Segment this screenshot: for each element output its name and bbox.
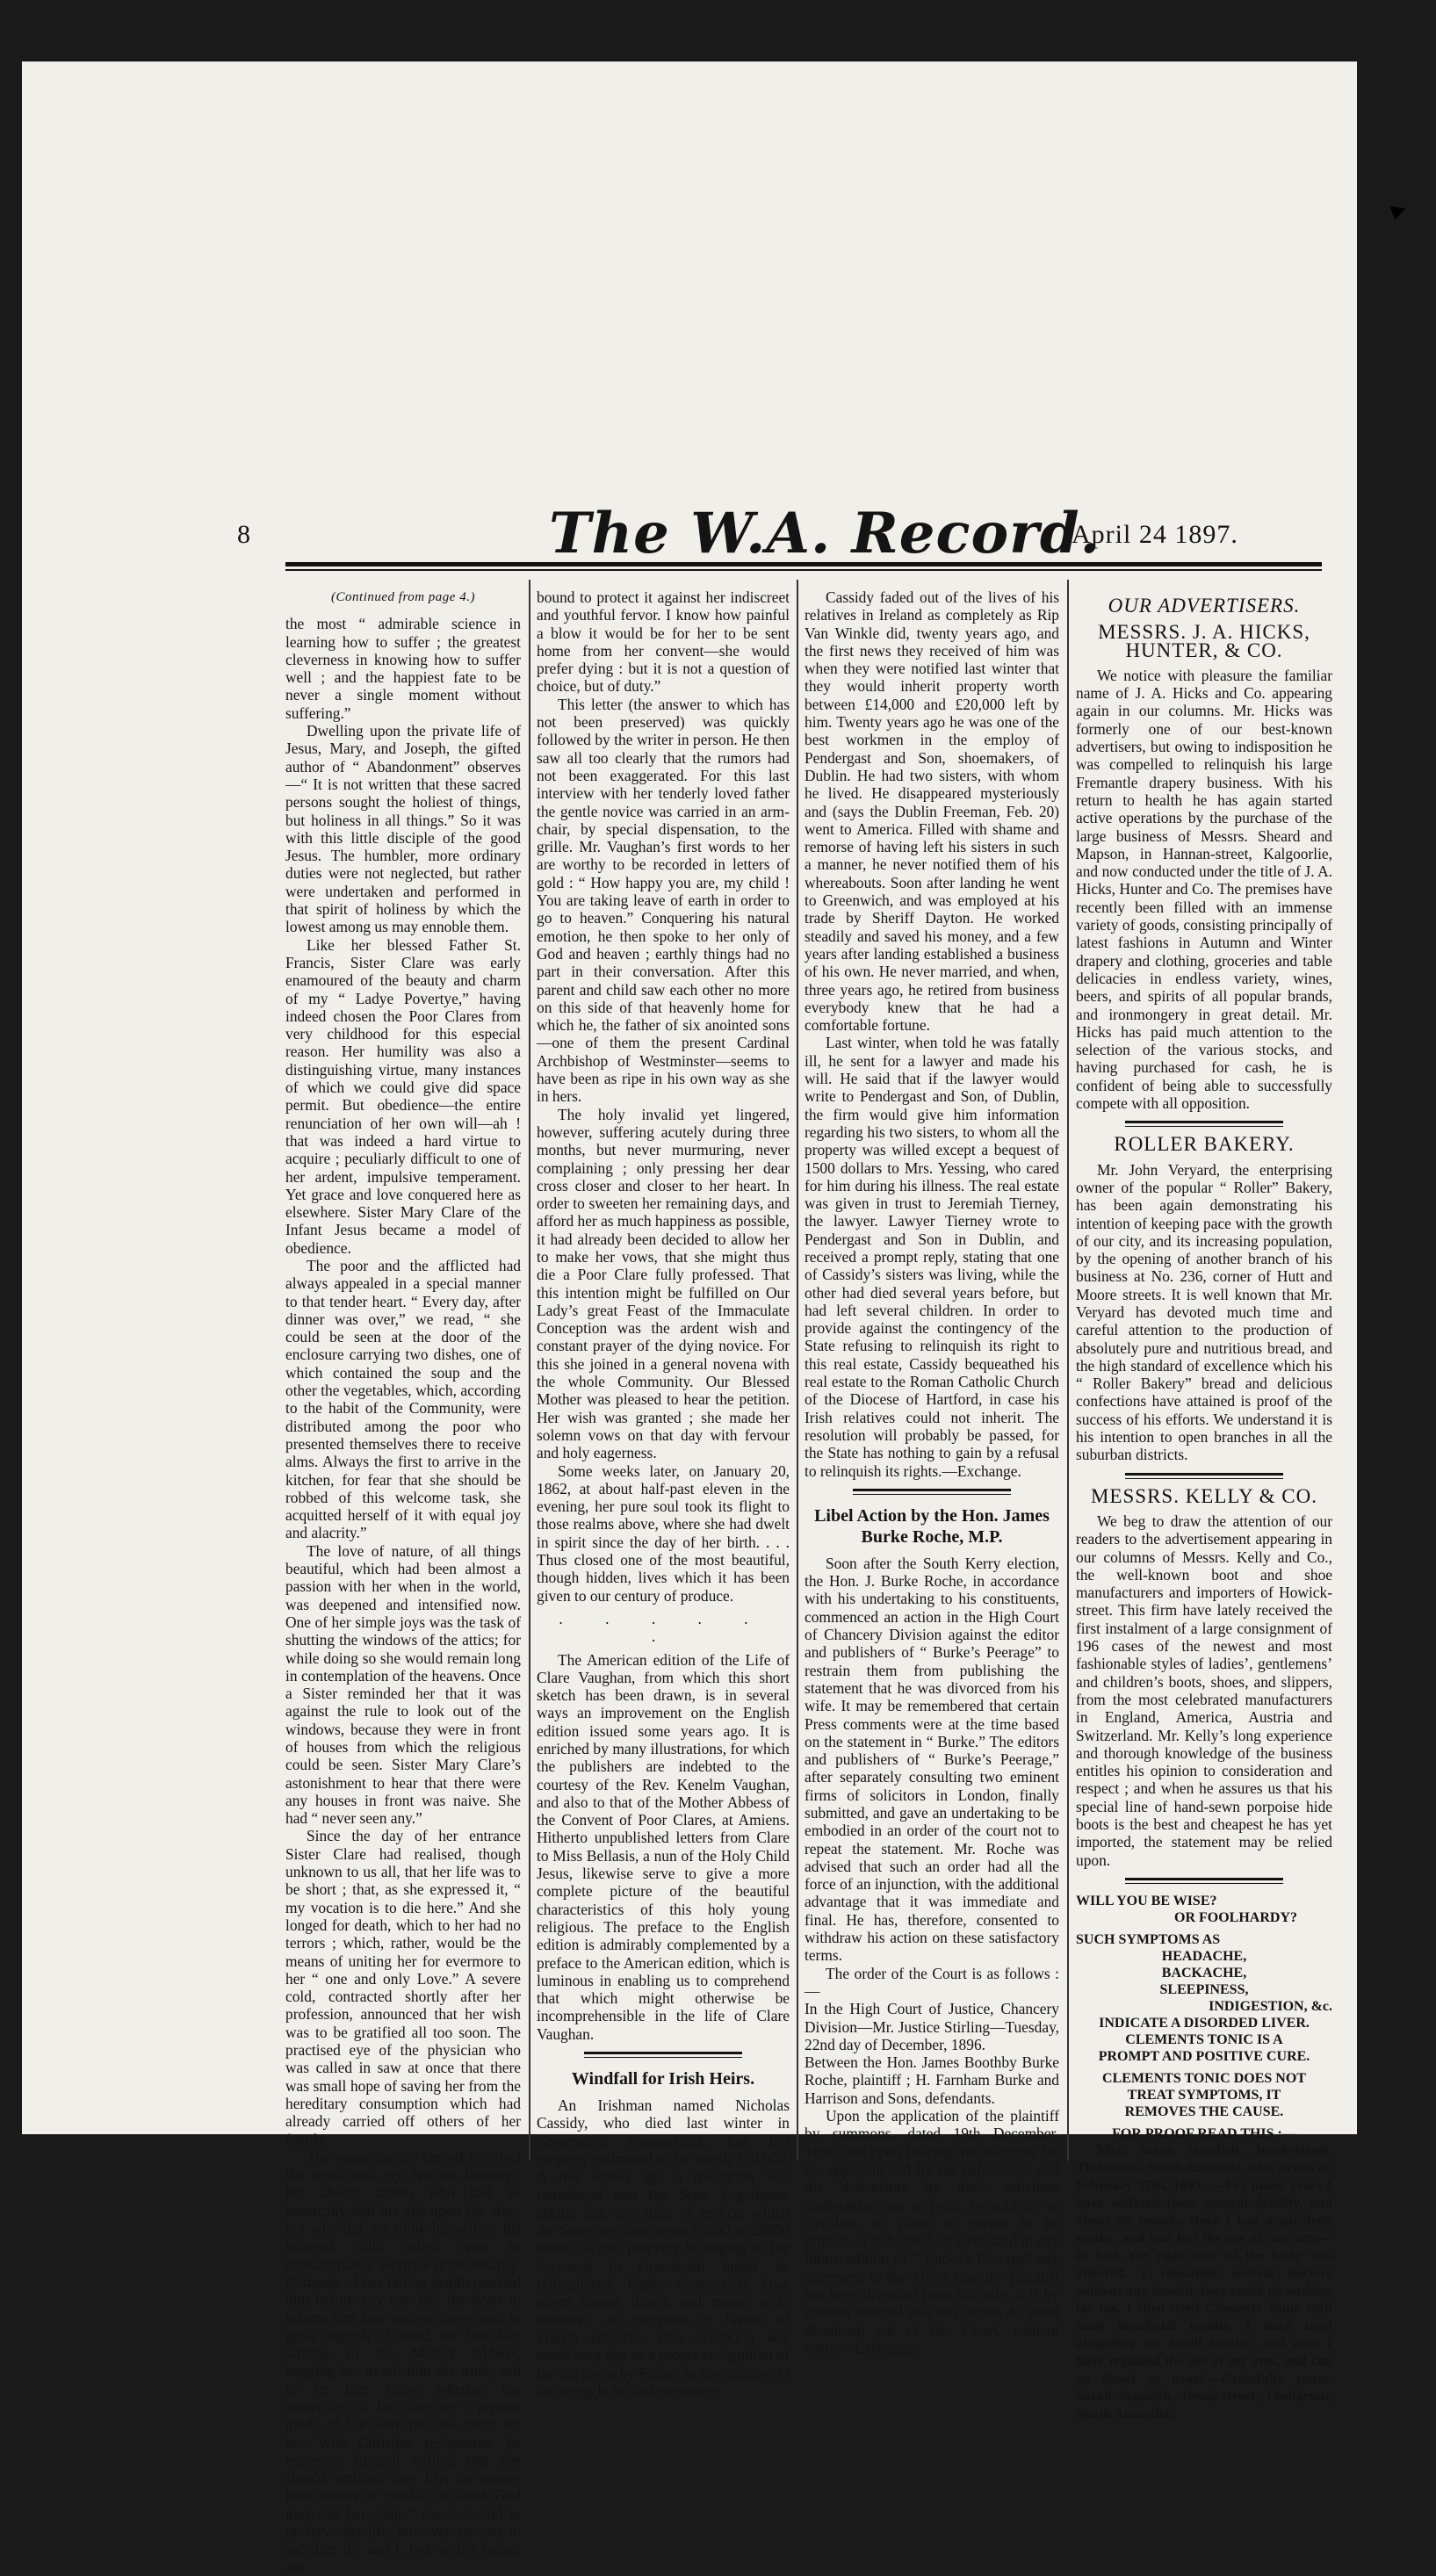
libel-heading: Libel Action by the Hon. James Burke Roche, M.P.: [814, 1505, 1050, 1547]
masthead: The W.A. Record.: [549, 501, 1100, 566]
header-rule: [285, 562, 1322, 571]
page-number: 8: [237, 520, 250, 549]
paragraph: The order of the Court is as follows :—: [805, 1964, 1059, 2000]
testimonial: Mrs. Sarah Standish, Jevois-street, Thebarton, South Australia, who writes on February 17th, 1893 :—For many years I have suffered from general debility, and about six months since I had a paralytic stroke, and had lost the use of one arm—in fact, the right side of the body was affected. I consulted several doctors without any benefit, they could do nothing for me. I then tried Clements Tonic with most beneficial results. I have used altogether six small bottles, and now I have regained the use of my arm, and can go about as usual.—Gratefully yours, Sarah Standish, Jevois-street, Thebarton, South Australia.: [1076, 2142, 1332, 2421]
paragraph: bound to protect it against her indiscreet and youthful fervor. I know how painful a blow it would be for her to be sent home from her convent—she would prefer dying : but it is not a question of choice, but of duty.”: [537, 588, 790, 696]
ad-line: HEADACHE,: [1161, 1948, 1247, 1964]
paragraph: The American edition of the Life of Clare Vaughan, from which this short sketch has been drawn, is in several ways an improvement on the English edition issued some years ago. It is enriched by many illustrations, for which the publishers are indebted to the courtesy of the Rev. Kenelm Vaughan, and also to that of the Mother Abbess of the Convent of Poor Clares, at Amiens. Hitherto unpublished letters from Clare to Miss Bellasis, a nun of the Holy Child Jesus, likewise serve to give a more complete picture of the beautiful characteristics of this holy young religious. The preface to the English edition is admirably complemented by a preface to the American edition, which is luminous in enabling us to comprehend that which might otherwise be incomprehensible in the life of Clare Vaughan.: [537, 1650, 790, 2043]
ad-line: SLEEPINESS,: [1159, 1981, 1249, 1997]
column-divider: [1067, 580, 1069, 2161]
paragraph: Dwelling upon the private life of Jesus, Mary, and Joseph, the gifted author of “ Abandonment” observes —“ It is not written that these sacred persons sought the holiest of things, but holiness in all things.” So it was with this little disciple of the good Jesus. The humbler, more ordinary duties were not neglected, but rather were undertaken and performed in that spirit of holiness by which the lowest among us may ennoble them.: [285, 722, 521, 936]
paragraph: An Irishman named Nicholas Cassidy, who died last winter in Greenwich, Connecticut, has left property estimated to be worth £20,000. A few weeks ago a resolution was introduced into the State Legislature asking that any right of escheat which the State may have upon £5000 or £6000 worth of real property belonging to the deceased in Greenwich might be relinquished. Under Connecticut laws aliens cannot inherit real estate, with, however, an exception in favour of French subjects. This exception was made long ago as a proper recognition of the aid given by France to the colonies in the struggle for independence.: [537, 2096, 790, 2399]
paragraph: the most “ admirable science in learning how to suffer ; the greatest cleverness in knowing how to suffer well ; and the happiest fate to be never a single moment without suffering.”: [285, 615, 521, 722]
ad-line: TREAT SYMPTOMS, IT: [1127, 2087, 1281, 2103]
newspaper-page: [22, 61, 1357, 2576]
ad-line: FOR PROOF READ THIS :—: [1112, 2125, 1296, 2141]
paragraph: Upon the application of the plaintiff by summons, dated 19th December, 1896, and upon hearing the solicitors for the applicant and for the defendants, and the defendants by their solicitors undertaking not to print, or publish, or circulate, or cause or permit to be printed, or published, or circulated in any future edition of “ Burke’s Peerage” any statement to the effect that the plaintiff has been divorced from his wife, it is by consent ordered that this action do stand dismissed out of this Court, without costs.—Exchange.: [805, 2107, 1059, 2356]
ad-line: PROMPT AND POSITIVE CURE.: [1098, 2048, 1310, 2064]
column-divider: [529, 580, 530, 2161]
section-rule: [1125, 1121, 1283, 1127]
ad-line: OR FOOLHARDY?: [1174, 1909, 1297, 1925]
paragraph: Between the Hon. James Boothby Burke Roche, plaintiff ; H. Farnham Burke and Harrison and Sons, defendants.: [805, 2053, 1059, 2107]
ad-line: WILL YOU BE WISE?: [1076, 1893, 1217, 1909]
ad-line: REMOVES THE CAUSE.: [1124, 2103, 1284, 2119]
windfall-heading: Windfall for Irish Heirs.: [571, 2069, 755, 2089]
continued-note: (Continued from page 4.): [331, 590, 475, 604]
paragraph: Since the day of her entrance Sister Clare had realised, though unknown to us all, that her life was to be short ; that, as she expressed it, “ my vocation is to die here.” And she longed for death, which to her had no terrors ; which, rather, would be the means of uniting her for evermore to her “ one and only Love.” A severe cold, contracted shortly after her profession, announced that her wish was to be gratified all too soon. The practised eye of the physician who was called in saw at once that there was small hope of saving her from the hereditary consumption which had already carried off others of her family.: [285, 1827, 521, 2148]
column-2: [537, 588, 790, 2399]
column-1: [285, 588, 521, 2576]
ad-line: CLEMENTS TONIC IS A: [1125, 2031, 1283, 2047]
section-rule: [1125, 1878, 1283, 1884]
roller-heading: ROLLER BAKERY.: [1114, 1133, 1295, 1156]
section-rule: [584, 2052, 742, 2058]
hicks-heading: MESSRS. J. A. HICKS, HUNTER, & CO.: [1098, 621, 1310, 661]
column-3: [805, 588, 1059, 2356]
section-rule: [853, 1489, 1011, 1495]
ad-line: CLEMENTS TONIC DOES NOT: [1102, 2070, 1306, 2086]
paragraph: Soon after the South Kerry election, the Hon. J. Burke Roche, in accordance with his undertaking to his constituents, commenced an action in the High Court of Chancery Division against the editor and publishers of “ Burke’s Peerage” to restrain them from publishing the statement that he was divorced from his wife. It may be remembered that certain Press comments were at the time based on the statement in “ Burke.” The editors and publishers of “ Burke’s Peerage,” after separately consulting two eminent firms of solicitors in London, finally submitted, and gave an undertaking to be embodied in an order of the court not to repeat the statement. Mr. Roche was advised that such an order had all the force of an injunction, with the additional advantage that it was immediate and final. He has, therefore, consented to withdraw his action on these satisfactory terms.: [805, 1554, 1059, 1965]
paragraph: Mr. John Veryard, the enterprising owner of the popular “ Roller” Bakery, has been again demonstrating his intention of keeping pace with the growth of our city, and its increasing population, by the opening of another branch of his business at No. 236, corner of Hutt and Moore streets. It is well known that Mr. Veryard has devoted much time and careful attention to the production of absolutely pure and nutritious bread, and the high standard of excellence which his “ Roller Bakery” bread and delicious confections have attained is proof of the success of his efforts. We understand it is his intention to open branches in all the suburban districts.: [1076, 1160, 1332, 1464]
paragraph: Last winter, when told he was fatally ill, he sent for a lawyer and made his will. He said that if the lawyer would write to Pendergast and Son, of Dublin, the firm would give him information regarding his two sisters, to whom all the property was willed except a bequest of 1500 dollars to Mrs. Yessing, who cared for him during his illness. The real estate was given in trust to Jeremiah Tierney, the lawyer. Lawyer Tierney wrote to Pendergast and Son in Dublin, and received a prompt reply, stating that one of Cassidy’s sisters was living, while the other had died several years before, but had left several children. In order to provide against the contingency of the State refusing to relinquish its right to this real estate, Cassidy bequeathed his real estate to the Roman Catholic Church of the Diocese of Hartford, in case his Irish relatives could not inherit. The resolution will probably be passed, for the State has nothing to gain by a refusal to relinquish its rights.—Exchange.: [805, 1034, 1059, 1480]
paragraph: Some weeks later, on January 20, 1862, at about half-past eleven in the evening, her pure soul took its flight to those realms above, where she had dwelt in spirit since the day of her birth. . . . Thus closed one of the most beautiful, though hidden, lives which it has been given to our century of produce.: [537, 1461, 790, 1605]
section-dots: . . . . . .: [559, 1609, 768, 1646]
paragraph: The love of nature, of all things beautiful, which had been almost a passion with her when in the world, was deepened and intensified now. One of her simple joys was the task of shutting the windows of the attics; for while doing so she would remain long in contemplation of the heavens. Once a Sister reminded her that it was against the rule to look out of the windows, because they were in front of houses from which the religious could be seen. Sister Mary Clare’s astonishment to hear that there were any houses in front was naive. She had “ never seen any.”: [285, 1541, 521, 1828]
column-4: [1076, 588, 1332, 2423]
ad-line: INDIGESTION, &c.: [1209, 1998, 1332, 2014]
paragraph: The young novice herself received the news with joy. Not so, however, her absent father, who had so heroically laid his gift upon the altar, but who did not think himself or his beloved child called upon to consummate a sacrifice unnecessarily. Rumours of her failing health reached him before any one had the heart to inform him how useless hope was. In great anguish of mind, we find him writing to the Mother Abbess, begging her to tell him the truth, and to let him know whether the austerities of his daughter’s present mode of life were not too much for her. With Christian resignation, he expresses himself willing that she should embrace any life, no matter how austere or painful, to which God may call her ; but “ she is bound to preserve her life, however anxious to sacrifice it ; and I, too, as her father, am: [285, 2147, 521, 2576]
ad-line: SUCH SYMPTOMS AS: [1076, 1931, 1221, 1947]
ad-line: INDICATE A DISORDED LIVER.: [1099, 2015, 1310, 2031]
kelly-heading: MESSRS. KELLY & CO.: [1090, 1484, 1318, 1507]
section-rule: [1125, 1473, 1283, 1479]
column-divider: [797, 580, 798, 2161]
advertisers-title: OUR ADVERTISERS.: [1108, 595, 1301, 617]
ad-line: BACKACHE,: [1161, 1965, 1247, 1981]
paragraph: We beg to draw the attention of our readers to the advertisement appearing in our columns of Messrs. Kelly and Co., the well-known boot and shoe manufacturers and importers of Howick-street. This firm have lately received the first instalment of a large consignment of 196 cases of the newest and most fashionable styles of ladies’, gentlemens’ and children’s boots, shoes, and slippers, from the most celebrated manufacturers in England, America, Austria and Switzerland. Mr. Kelly’s long experience and thorough knowledge of the business entitles his opinion to consideration and respect ; and when he assures us that his special line of hand-sewn porpoise hide boots is the best and cheapest he has yet imported, the statement may be relied upon.: [1076, 1512, 1332, 1869]
issue-date: April 24 1897.: [1072, 520, 1238, 549]
paragraph: Cassidy faded out of the lives of his relatives in Ireland as completely as Rip Van Winkle did, twenty years ago, and the first news they received of him was when they were notified last winter that they would inherit property worth between £14,000 and £20,000 left by him. Twenty years ago he was one of the best workmen in the employ of Pendergast and Son, shoemakers, of Dublin. He had two sisters, with whom he lived. He disappeared mysteriously and (says the Dublin Freeman, Feb. 20) went to America. Filled with shame and remorse of having left his sisters in such a manner, he never notified them of his whereabouts. Soon after landing he went to Greenwich, and was employed at his trade by Sheriff Dayton. He worked steadily and saved his money, and a few years after landing established a business of his own. He never married, and when, three years ago, he retired from business everybody knew that he had a comfortable fortune.: [805, 588, 1059, 1035]
paragraph: We notice with pleasure the familiar name of J. A. Hicks and Co. appearing again in our columns. Mr. Hicks was formerly one of our best-known advertisers, but owing to indisposition he was compelled to relinquish his large Fremantle drapery business. With his return to health he has again started active operations by the purchase of the large business of Messrs. Sheard and Mapson, in Hannan-street, Kalgoorlie, and now conducted under the title of J. A. Hicks, Hunter and Co. The premises have recently been filled with an immense variety of goods, consisting principally of latest fashions in Autumn and Winter drapery and clothing, groceries and table delicacies in endless variety, wines, beers, and spirits of all popular brands, and ironmongery in great detail. Mr. Hicks has paid much attention to the selection of the various stocks, and having purchased for cash, he is confident of being able to successfully compete with all opposition.: [1076, 666, 1332, 1113]
paragraph: This letter (the answer to which has not been preserved) was quickly followed by the writer in person. He then saw all too clearly that the rumors had not been exaggerated. For this last interview with her tenderly loved father the gentle novice was carried in an arm-chair, by special dispensation, to the grille. Mr. Vaughan’s first words to her are worthy to be recorded in letters of gold : “ How happy you are, my child ! You are taking leave of earth in order to go to heaven.” Conquering his natural emotion, he then spoke to her only of God and heaven ; earthly things had no part in their conversation. After this parent and child saw each other no more on this side of that heavenly home for which he, the father of six anointed sons—one of them the present Cardinal Archbishop of Westminster—seems to have been as ripe in his own way as she in hers.: [537, 695, 790, 1106]
paragraph: In the High Court of Justice, Chancery Division—Mr. Justice Stirling—Tuesday, 22nd day of December, 1896.: [805, 2000, 1059, 2053]
paragraph: Like her blessed Father St. Francis, Sister Clare was early enamoured of the beauty and charm of my “ Ladye Povertye,” having indeed chosen the Poor Clares from very childhood for this especial reason. Her humility was also a distinguishing virtue, many instances of which we could give did space permit. But obedience—the entire renunciation of her own will—ah ! that was indeed a hard virtue to acquire ; peculiarly difficult to one of her ardent, impulsive temperament. Yet grace and love conquered here as elsewhere. Sister Mary Clare of the Infant Jesus became a model of obedience.: [285, 935, 521, 1257]
paragraph: The poor and the afflicted had always appealed in a special manner to that tender heart. “ Every day, after dinner was over,” we read, “ she could be seen at the door of the enclosure carrying two dishes, one of which contained the soup and the other the vegetables, which, according to the habit of the Community, were distributed among the poor who presented themselves there to receive alms. Always the first to arrive in the kitchen, for fear that she should be robbed of this welcome task, she acquitted herself of it with equal joy and alacrity.”: [285, 1256, 521, 1542]
paragraph: The holy invalid yet lingered, however, suffering acutely during three months, but never murmuring, never complaining ; only pressing her dear cross closer and closer to her heart. In order to sweeten her remaining days, and afford her as much happiness as possible, it had already been decided to allow her to make her vows, that she might thus die a Poor Clare fully professed. That this intention might be fulfilled on Our Lady’s great Feast of the Immaculate Conception was the ardent wish and constant prayer of the dying novice. For this she joined in a general novena with the whole Community. Our Blessed Mother was pleased to hear the petition. Her wish was granted ; she made her solemn vows on that day with fervour and holy eagerness.: [537, 1105, 790, 1462]
arrow-icon: [1390, 202, 1409, 220]
